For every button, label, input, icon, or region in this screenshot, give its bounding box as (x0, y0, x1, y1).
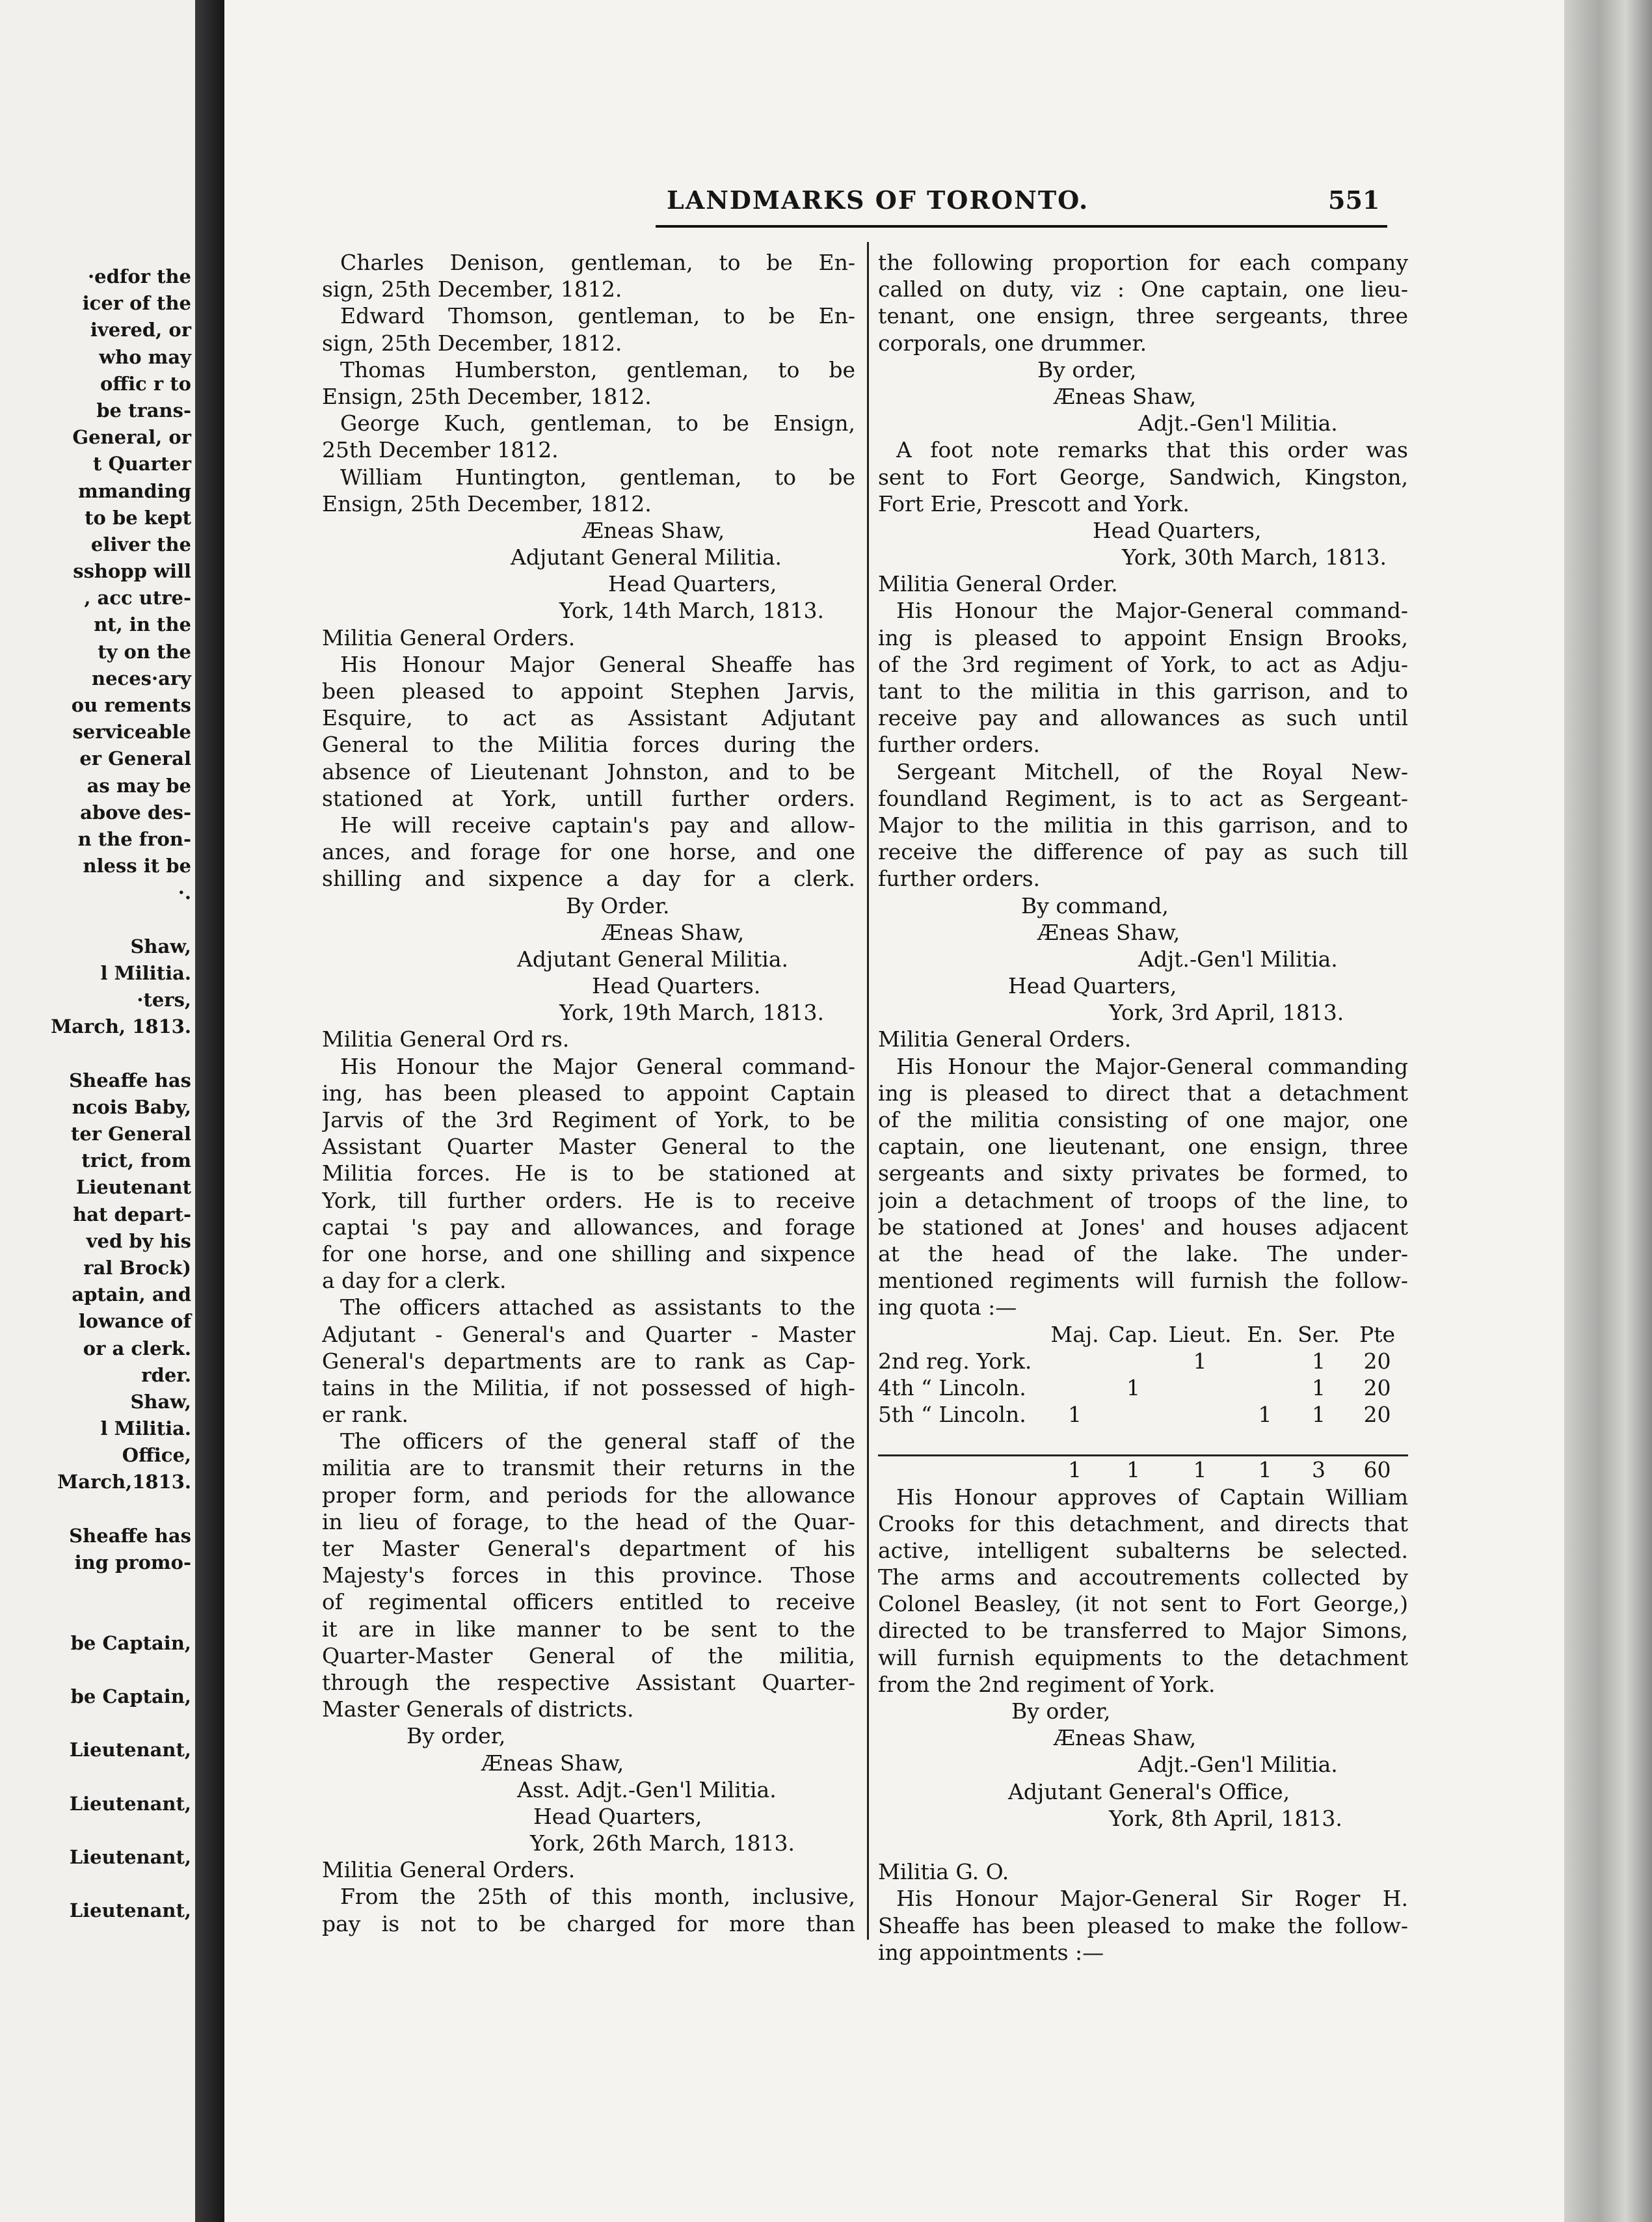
text-line: York, 14th March, 1813. (559, 598, 824, 624)
text-line: directed to be transferred to Major Simons, (878, 1618, 1408, 1644)
text-line: Æneas Shaw, (481, 1750, 624, 1776)
text-line: from the 2nd regiment of York. (878, 1671, 1216, 1697)
text-line: Sergeant Mitchell, of the Royal New- (896, 758, 1408, 784)
text-line: York, 30th March, 1813. (1122, 544, 1387, 570)
text-line: ances, and forage for one horse, and one (322, 839, 855, 865)
quota-header-row (878, 1321, 1408, 1348)
facing-page-line (51, 1496, 191, 1523)
quota-cell: Cap. (1108, 1321, 1158, 1347)
left-column (322, 249, 855, 1937)
facing-page-line: lowance of (78, 1310, 191, 1333)
text-line: Militia General Ord rs. (322, 1026, 570, 1052)
facing-page-line: ·edfor the (88, 265, 191, 288)
running-header (667, 185, 1380, 215)
text-line: By order, (406, 1723, 506, 1749)
text-line: A foot note remarks that this order was (896, 437, 1408, 463)
facing-page-line: Lieutenant, (69, 1792, 191, 1815)
facing-page-line: be trans- (96, 399, 191, 422)
facing-page-line (51, 1871, 191, 1897)
quota-cell (1161, 1374, 1239, 1401)
facing-page-text (51, 263, 191, 1925)
text-line: Asst. Adjt.-Gen'l Militia. (517, 1776, 777, 1802)
text-line: Adjt.-Gen'l Militia. (1138, 946, 1338, 972)
text-line: be stationed at Jones' and houses adjacent (878, 1214, 1408, 1240)
text-line: Adjt.-Gen'l Militia. (1138, 1752, 1338, 1778)
facing-page-line: rder. (141, 1363, 191, 1386)
facing-page-line: er General (79, 747, 191, 770)
facing-page-line: eliver the (90, 533, 191, 556)
text-line: By command, (1021, 892, 1169, 918)
quota-cell: 1 (1106, 1456, 1161, 1484)
text-line: His Honour approves of Captain William (896, 1484, 1408, 1510)
quota-cell: 4th “ Lincoln. (878, 1374, 1026, 1400)
quota-cell (878, 1456, 1044, 1484)
facing-page-line: Sheaffe has (69, 1069, 191, 1091)
text-line: Militia G. O. (878, 1859, 1009, 1885)
text-line: His Honour Major General Sheaffe has (340, 651, 855, 677)
facing-page-line: nt, in the (94, 613, 191, 636)
quota-cell: 1 (1193, 1348, 1207, 1374)
text-line: General's departments are to rank as Cap- (322, 1348, 855, 1374)
text-line: By order, (1011, 1698, 1111, 1724)
text-line: Militia General Order. (878, 571, 1118, 597)
text-line: Adjutant General Militia. (517, 946, 788, 972)
text-line: further orders. (878, 732, 1041, 758)
quota-cell: 2nd reg. York. (878, 1348, 1032, 1374)
facing-page-line: ty on the (98, 640, 191, 663)
facing-page-line: Lieutenant, (69, 1739, 191, 1761)
facing-page-line: March, 1813. (51, 1015, 191, 1038)
text-line: militia are to transmit their returns in the (322, 1455, 855, 1481)
header-title: LANDMARKS OF TORONTO. (667, 185, 1089, 215)
text-line: Adjutant - General's and Quarter - Master (322, 1321, 855, 1347)
quota-row (878, 1374, 1408, 1401)
quota-cell: Lieut. (1168, 1321, 1232, 1347)
facing-page-line: hat depart- (73, 1203, 191, 1225)
text-line: Quarter-Master General of the militia, (322, 1642, 855, 1668)
facing-page-line (51, 1576, 191, 1603)
quota-cell (1239, 1348, 1291, 1374)
text-line: York, 26th March, 1813. (530, 1830, 795, 1856)
text-line: William Huntington, gentleman, to be (340, 464, 855, 490)
quota-cell (1106, 1348, 1161, 1374)
quota-cell: 5th “ Lincoln. (878, 1402, 1026, 1428)
facing-page-line: offic r to (100, 372, 191, 395)
facing-page-line (51, 1657, 191, 1683)
facing-page-line: who may (99, 345, 191, 368)
text-line: By Order. (566, 892, 670, 918)
text-line: Sheaffe has been pleased to make the follow- (878, 1912, 1408, 1938)
facing-page-line: March,1813. (57, 1471, 191, 1493)
text-line: Head Quarters. (592, 973, 761, 999)
facing-page-line: l Militia. (100, 1417, 191, 1440)
text-line: Crooks for this detachment, and directs that (878, 1510, 1408, 1536)
quota-cell (1106, 1401, 1161, 1428)
facing-page-line: be Captain, (70, 1631, 191, 1654)
quota-cell: 1 (1312, 1402, 1326, 1428)
text-line: stationed at York, untill further orders. (322, 785, 855, 811)
text-line: Jarvis of the 3rd Regiment of York, to be (322, 1107, 855, 1132)
facing-page-line: trict, from (81, 1149, 191, 1172)
text-line: of the militia consisting of one major, one (878, 1107, 1408, 1132)
text-line: Æneas Shaw, (582, 517, 725, 543)
text-line: ing is pleased to direct that a detachment (878, 1080, 1408, 1106)
text-line: General to the Militia forces during the (322, 732, 855, 758)
text-line: pay is not to be charged for more than (322, 1910, 855, 1936)
text-line: Æneas Shaw, (602, 919, 745, 945)
quota-totals-row (878, 1456, 1408, 1484)
text-line: His Honour Major-General Sir Roger H. (896, 1886, 1408, 1912)
facing-page-line: ou rements (71, 694, 191, 716)
text-line: further orders. (878, 866, 1041, 892)
facing-page-line: ·ters, (137, 989, 191, 1011)
quota-row (878, 1348, 1408, 1374)
text-line: at the head of the lake. The under- (878, 1240, 1408, 1266)
text-line: Militia forces. He is to be stationed at (322, 1160, 855, 1186)
quota-cell: En. (1247, 1321, 1283, 1347)
facing-page-line: as may be (87, 774, 191, 797)
quota-cell (1239, 1374, 1291, 1401)
quota-cell (1161, 1401, 1239, 1428)
text-line: tains in the Militia, if not possessed of high- (322, 1374, 855, 1400)
text-line: Ensign, 25th December, 1812. (322, 383, 652, 409)
text-line: of regimental officers entitled to receive (322, 1589, 855, 1615)
text-line: will furnish equipments to the detachment (878, 1644, 1408, 1670)
facing-page-line (51, 907, 191, 933)
text-line: Fort Erie, Prescott and York. (878, 490, 1190, 516)
quota-cell: Maj. (1050, 1321, 1099, 1347)
text-line: His Honour the Major General command- (340, 1053, 855, 1079)
facing-page-line: to be kept (85, 506, 191, 529)
right-column-lower-text (878, 1484, 1408, 1966)
quota-cell (1044, 1348, 1106, 1374)
column-divider (867, 242, 869, 1940)
quota-cell: 60 (1346, 1456, 1408, 1484)
text-line: Adjutant General's Office, (1008, 1778, 1290, 1804)
right-column-upper-text (878, 249, 1408, 1321)
text-line: Ensign, 25th December, 1812. (322, 490, 652, 516)
page-edge-stack (1564, 0, 1652, 2222)
text-line: in lieu of forage, to the head of the Quar- (322, 1508, 855, 1534)
quota-cell: 3 (1291, 1456, 1346, 1484)
facing-page-line: General, or (72, 426, 191, 449)
facing-page-fragment (0, 0, 195, 2222)
facing-page-line: Lieutenant (75, 1176, 191, 1199)
text-line: York, 3rd April, 1813. (1109, 1000, 1344, 1026)
text-line: been pleased to appoint Stephen Jarvis, (322, 678, 855, 704)
text-line: sent to Fort George, Sandwich, Kingston, (878, 464, 1408, 490)
text-line: Militia General Orders. (878, 1026, 1132, 1052)
facing-page-line: be Captain, (70, 1685, 191, 1707)
text-line: Major to the militia in this garrison, and to (878, 812, 1408, 838)
facing-page-line: ncois Baby, (72, 1095, 191, 1118)
text-line: er rank. (322, 1402, 408, 1428)
text-line: Edward Thomson, gentleman, to be En- (340, 303, 855, 329)
text-line: His Honour the Major-General command- (896, 598, 1408, 624)
text-line: tenant, one ensign, three sergeants, three (878, 303, 1408, 329)
quota-cell: 20 (1363, 1348, 1391, 1374)
facing-page-line: Shaw, (130, 935, 191, 957)
text-line: The arms and accoutrements collected by (878, 1564, 1408, 1590)
facing-page-line: or a clerk. (83, 1337, 191, 1359)
facing-page-line: mmanding (78, 479, 191, 502)
quota-table (878, 1321, 1408, 1484)
text-line: ter Master General's department of his (322, 1536, 855, 1561)
facing-page-line: nless it be (83, 855, 191, 877)
text-line: active, intelligent subalterns be selected. (878, 1537, 1408, 1563)
text-line: captain, one lieutenant, one ensign, three (878, 1134, 1408, 1160)
facing-page-line (51, 1710, 191, 1737)
text-line: Head Quarters, (1093, 517, 1262, 543)
facing-page-line: ved by his (86, 1229, 191, 1252)
text-line: Master Generals of districts. (322, 1696, 634, 1722)
quota-cell: 1 (1126, 1374, 1140, 1400)
text-line: Æneas Shaw, (1054, 383, 1197, 409)
quota-cell: Pte (1359, 1321, 1395, 1347)
text-line: ing quota :— (878, 1294, 1017, 1320)
text-line: Assistant Quarter Master General to the (322, 1134, 855, 1160)
facing-page-line: ter General (70, 1123, 191, 1145)
text-line: Esquire, to act as Assistant Adjutant (322, 705, 855, 731)
text-line: ing, has been pleased to appoint Captain (322, 1080, 855, 1106)
text-line: sign, 25th December, 1812. (322, 276, 622, 302)
text-line: through the respective Assistant Quarter- (322, 1669, 855, 1695)
facing-page-line: ivered, or (90, 319, 191, 341)
text-line: York, till further orders. He is to receive (322, 1187, 855, 1213)
text-line: ing is pleased to appoint Ensign Brooks, (878, 624, 1408, 650)
quota-cell: 1 (1312, 1374, 1326, 1400)
quota-cell: 1 (1258, 1402, 1272, 1428)
text-line: Adjutant General Militia. (511, 544, 782, 570)
text-line: Thomas Humberston, gentleman, to be (340, 356, 855, 382)
quota-cell: 1 (1068, 1402, 1082, 1428)
text-line: a day for a clerk. (322, 1268, 507, 1294)
facing-page-line: t Quarter (92, 453, 191, 475)
text-line: shilling and sixpence a day for a clerk. (322, 866, 855, 892)
text-line: it are in like manner to be sent to the (322, 1616, 855, 1642)
text-line: for one horse, and one shilling and sixpence (322, 1240, 855, 1266)
text-line: ing appointments :— (878, 1939, 1104, 1965)
text-line: Colonel Beasley, (it not sent to Fort George,) (878, 1591, 1408, 1617)
facing-page-line: aptain, and (72, 1283, 191, 1306)
text-line: Head Quarters, (608, 571, 777, 597)
quota-cell (878, 1321, 1044, 1348)
text-line: Charles Denison, gentleman, to be En- (340, 250, 855, 275)
text-line: called on duty, viz : One captain, one lieu- (878, 276, 1408, 302)
text-line: mentioned regiments will furnish the follow- (878, 1268, 1408, 1294)
quota-cell: 20 (1363, 1374, 1391, 1400)
text-line: The officers attached as assistants to the (340, 1294, 855, 1320)
facing-page-line (51, 1603, 191, 1629)
text-line: 25th December 1812. (322, 437, 559, 463)
text-line: His Honour the Major-General commanding (896, 1053, 1408, 1079)
quota-cell: 1 (1312, 1348, 1326, 1374)
text-line: the following proportion for each company (878, 250, 1408, 275)
text-line: York, 8th April, 1813. (1109, 1805, 1342, 1831)
text-line: join a detachment of troops of the line, to (878, 1187, 1408, 1213)
quota-cell: 20 (1363, 1402, 1391, 1428)
facing-page-line (51, 1817, 191, 1844)
facing-page-line: Office, (122, 1444, 191, 1467)
text-line: Æneas Shaw, (1037, 919, 1180, 945)
quota-cell: 1 (1239, 1456, 1291, 1484)
text-line: Head Quarters, (533, 1803, 702, 1829)
facing-page-line: ral Brock) (83, 1256, 191, 1279)
text-line: Æneas Shaw, (1054, 1725, 1197, 1751)
facing-page-line (51, 1764, 191, 1791)
quota-cell: 1 (1044, 1456, 1106, 1484)
text-line: Militia General Orders. (322, 624, 576, 650)
facing-page-line: Lieutenant, (69, 1899, 191, 1922)
quota-spacer (878, 1428, 1408, 1456)
text-line: sign, 25th December, 1812. (322, 330, 622, 356)
text-line: proper form, and periods for the allowance (322, 1482, 855, 1508)
text-line: receive pay and allowances as such until (878, 705, 1408, 731)
text-line: George Kuch, gentleman, to be Ensign, (340, 410, 855, 436)
quota-row (878, 1401, 1408, 1428)
facing-page-line: above des- (80, 801, 191, 823)
text-line: foundland Regiment, is to act as Sergeant- (878, 785, 1408, 811)
text-line: Militia General Orders. (322, 1857, 576, 1883)
facing-page-line: neces·ary (92, 667, 191, 689)
text-line: captai 's pay and allowances, and forage (322, 1214, 855, 1240)
page-number: 551 (1328, 185, 1380, 215)
text-line: of the 3rd regiment of York, to act as Adju- (878, 651, 1408, 677)
text-line: The officers of the general staff of the (340, 1428, 855, 1454)
header-rule (656, 225, 1387, 228)
text-line: tant to the militia in this garrison, and to (878, 678, 1408, 704)
right-column (878, 249, 1408, 1966)
quota-cell (1044, 1374, 1106, 1401)
text-line: sergeants and sixty privates be formed, to (878, 1160, 1408, 1186)
text-line: absence of Lieutenant Johnston, and to be (322, 758, 855, 784)
text-line: He will receive captain's pay and allow- (340, 812, 855, 838)
facing-page-line: ·. (178, 881, 191, 904)
text-line: corporals, one drummer. (878, 330, 1147, 356)
facing-page-line: serviceable (72, 721, 191, 743)
facing-page-line: Lieutenant, (69, 1846, 191, 1869)
text-line: receive the difference of pay as such till (878, 839, 1408, 865)
facing-page-line: Sheaffe has (69, 1524, 191, 1547)
quota-cell: Ser. (1298, 1321, 1340, 1347)
facing-page-line: l Militia. (100, 961, 191, 984)
facing-page-line (51, 1040, 191, 1067)
text-line: Head Quarters, (1008, 973, 1177, 999)
facing-page-line: icer of the (82, 292, 191, 315)
quota-cell: 1 (1161, 1456, 1239, 1484)
facing-page-line: , acc utre- (84, 587, 191, 609)
facing-page-line: n the fron- (77, 827, 191, 850)
facing-page-line: Shaw, (130, 1390, 191, 1413)
text-line: By order, (1037, 356, 1137, 382)
facing-page-line: ing promo- (74, 1551, 191, 1573)
text-line: Majesty's forces in this province. Those (322, 1562, 855, 1588)
facing-page-line: sshopp will (73, 560, 191, 583)
text-line: From the 25th of this month, inclusive, (340, 1884, 855, 1910)
text-line: York, 19th March, 1813. (559, 1000, 824, 1026)
text-line (878, 1832, 1408, 1858)
text-line: Adjt.-Gen'l Militia. (1138, 410, 1338, 436)
